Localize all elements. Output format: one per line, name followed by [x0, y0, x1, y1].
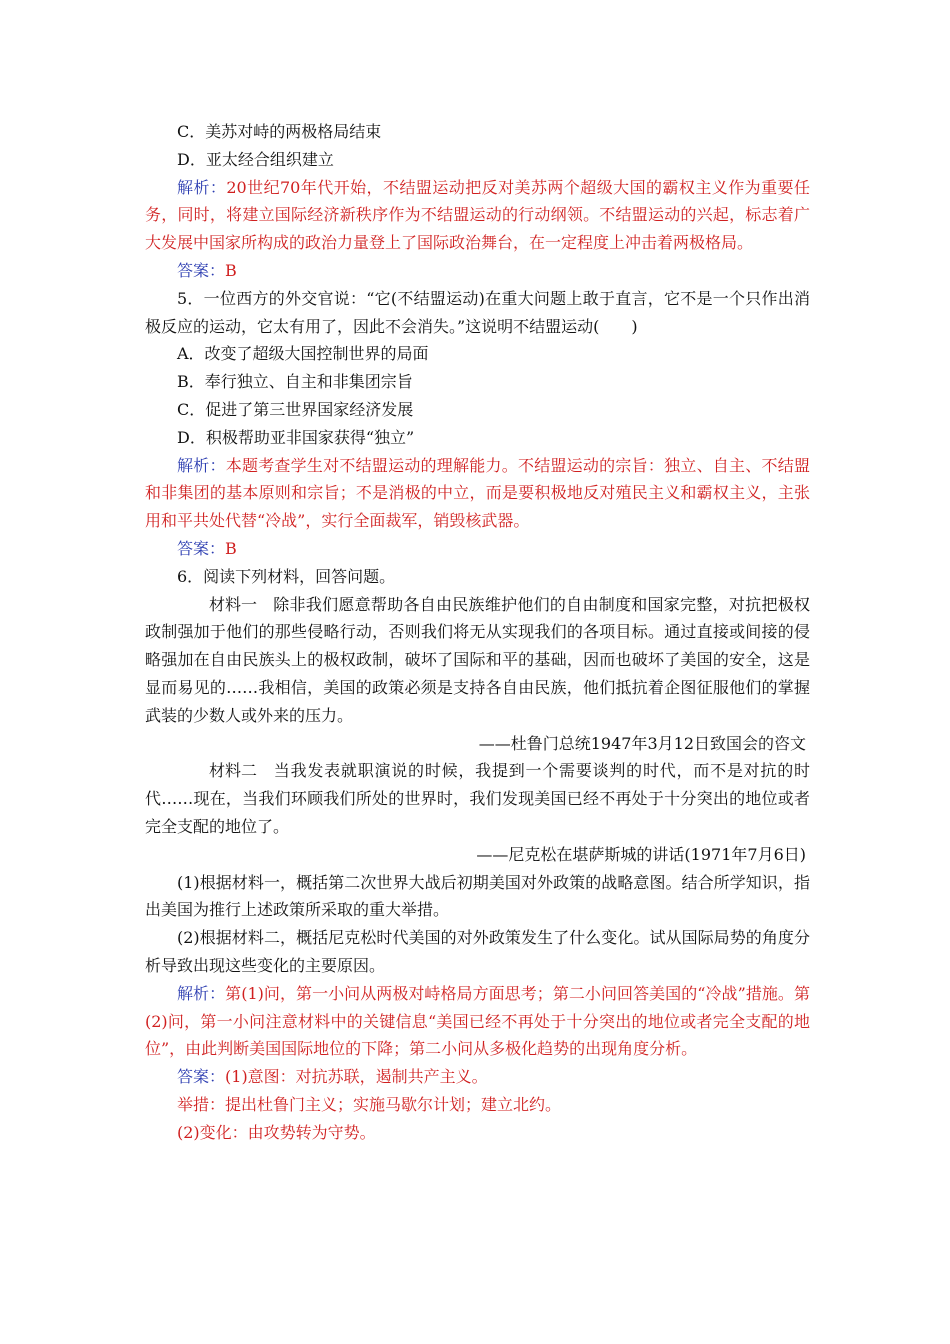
q6-stem: 6．阅读下列材料，回答问题。: [177, 566, 396, 586]
material2-text: 当我发表就职演说的时候，我提到一个需要谈判的时代，而不是对抗的时代……现在，当我们环顾我们所处的世界时，我们发现美国已经不再处于十分突出的地位或者完全支配的地位了。: [145, 761, 810, 836]
q6-analysis-text: 第(1)问，第一小问从两极对峙格局方面思考；第二小问回答美国的“冷战”措施。第(2)问，第一小问注意材料中的关键信息“美国已经不再处于十分突出的地位或者完全支配的地位”，由此判断美国国际地位的下降；第二小问从多极化趋势的出现角度分析。: [145, 983, 810, 1059]
q4-answer: [145, 257, 810, 285]
q5-stem: 5．一位西方的外交官说：“它(不结盟运动)在重大问题上敢于直言，它不是一个只作出消极反应的运动，它太有用了，因此不会消失。”这说明不结盟运动( ): [145, 288, 810, 336]
q6-material-2: [145, 757, 810, 840]
q4-analysis: [145, 174, 810, 257]
q5-option-b: B．奉行独立、自主和非集团宗旨: [177, 372, 413, 392]
q5-option-c: C．促进了第三世界国家经济发展: [177, 399, 414, 419]
q6-analysis: [145, 980, 810, 1063]
q6-material-1: [145, 591, 810, 730]
q4-answer-value: B: [225, 260, 237, 280]
q4-option-d: D．亚太经合组织建立: [177, 149, 334, 169]
document-page: [145, 118, 810, 1146]
q5-option-a: A．改变了超级大国控制世界的局面: [177, 344, 429, 364]
q4-analysis-label: 解析：: [177, 177, 227, 197]
q5-answer-label: 答案：: [177, 538, 226, 558]
q4-analysis-text: 20世纪70年代开始，不结盟运动把反对美苏两个超级大国的霸权主义作为重要任务，同时，将建立国际经济新秩序作为不结盟运动的行动纲领。不结盟运动的兴起，标志着广大发展中国家所构成的政治力量登上了国际政治舞台，在一定程度上冲击着两极格局。: [145, 177, 810, 253]
material2-label: 材料二: [209, 761, 258, 781]
q6-answer-label: 答案：: [177, 1067, 226, 1087]
q6-sub-question-1: (1)根据材料一，概括第二次世界大战后初期美国对外政策的战略意图。结合所学知识，指出美国为推行上述政策所采取的重大举措。: [145, 872, 810, 920]
q6-sub-question-2: (2)根据材料二，概括尼克松时代美国的对外政策发生了什么变化。试从国际局势的角度分析导致出现这些变化的主要原因。: [145, 928, 810, 975]
material2-source: ——尼克松在堪萨斯城的讲话(1971年7月6日): [476, 844, 806, 864]
q4-option-c: C．美苏对峙的两极格局结束: [177, 122, 382, 141]
material1-text: 除非我们愿意帮助各自由民族维护他们的自由制度和国家完整，对抗把极权政制强加于他们的那些侵略行动，否则我们将无从实现我们的各项目标。通过直接或间接的侵略强加在自由民族头上的极权政制，破坏了国际和平的基础，因而也破坏了美国的安全，这是显而易见的……我相信，美国的政策必须是支持各自由民族，他们抵抗着企图征服他们的掌握武装的少数人或外来的压力。: [145, 594, 810, 725]
q5-answer-value: B: [225, 538, 237, 558]
q4-answer-label: 答案：: [177, 260, 226, 280]
q5-answer: [145, 535, 810, 563]
q5-analysis-label: 解析：: [177, 455, 226, 475]
q6-answer-line-3: (2)变化：由攻势转为守势。: [177, 1122, 376, 1142]
q5-option-d: D．积极帮助亚非国家获得“独立”: [177, 427, 415, 447]
q5-analysis-text: 本题考查学生对不结盟运动的理解能力。不结盟运动的宗旨：独立、自主、不结盟和非集团的基本原则和宗旨；不是消极的中立，而是要积极地反对殖民主义和霸权主义，主张用和平共处代替“冷战”，实行全面裁军，销毁核武器。: [145, 455, 810, 531]
q6-answer-line-1: [145, 1063, 810, 1091]
material1-source: ——杜鲁门总统1947年3月12日致国会的咨文: [478, 733, 806, 753]
q6-answer-1: (1)意图：对抗苏联，遏制共产主义。: [225, 1067, 488, 1087]
q6-answer-line-2: 举措：提出杜鲁门主义；实施马歇尔计划；建立北约。: [177, 1094, 562, 1114]
q6-analysis-label: 解析：: [177, 983, 226, 1003]
q5-analysis: [145, 452, 810, 535]
material1-label: 材料一: [209, 594, 258, 614]
